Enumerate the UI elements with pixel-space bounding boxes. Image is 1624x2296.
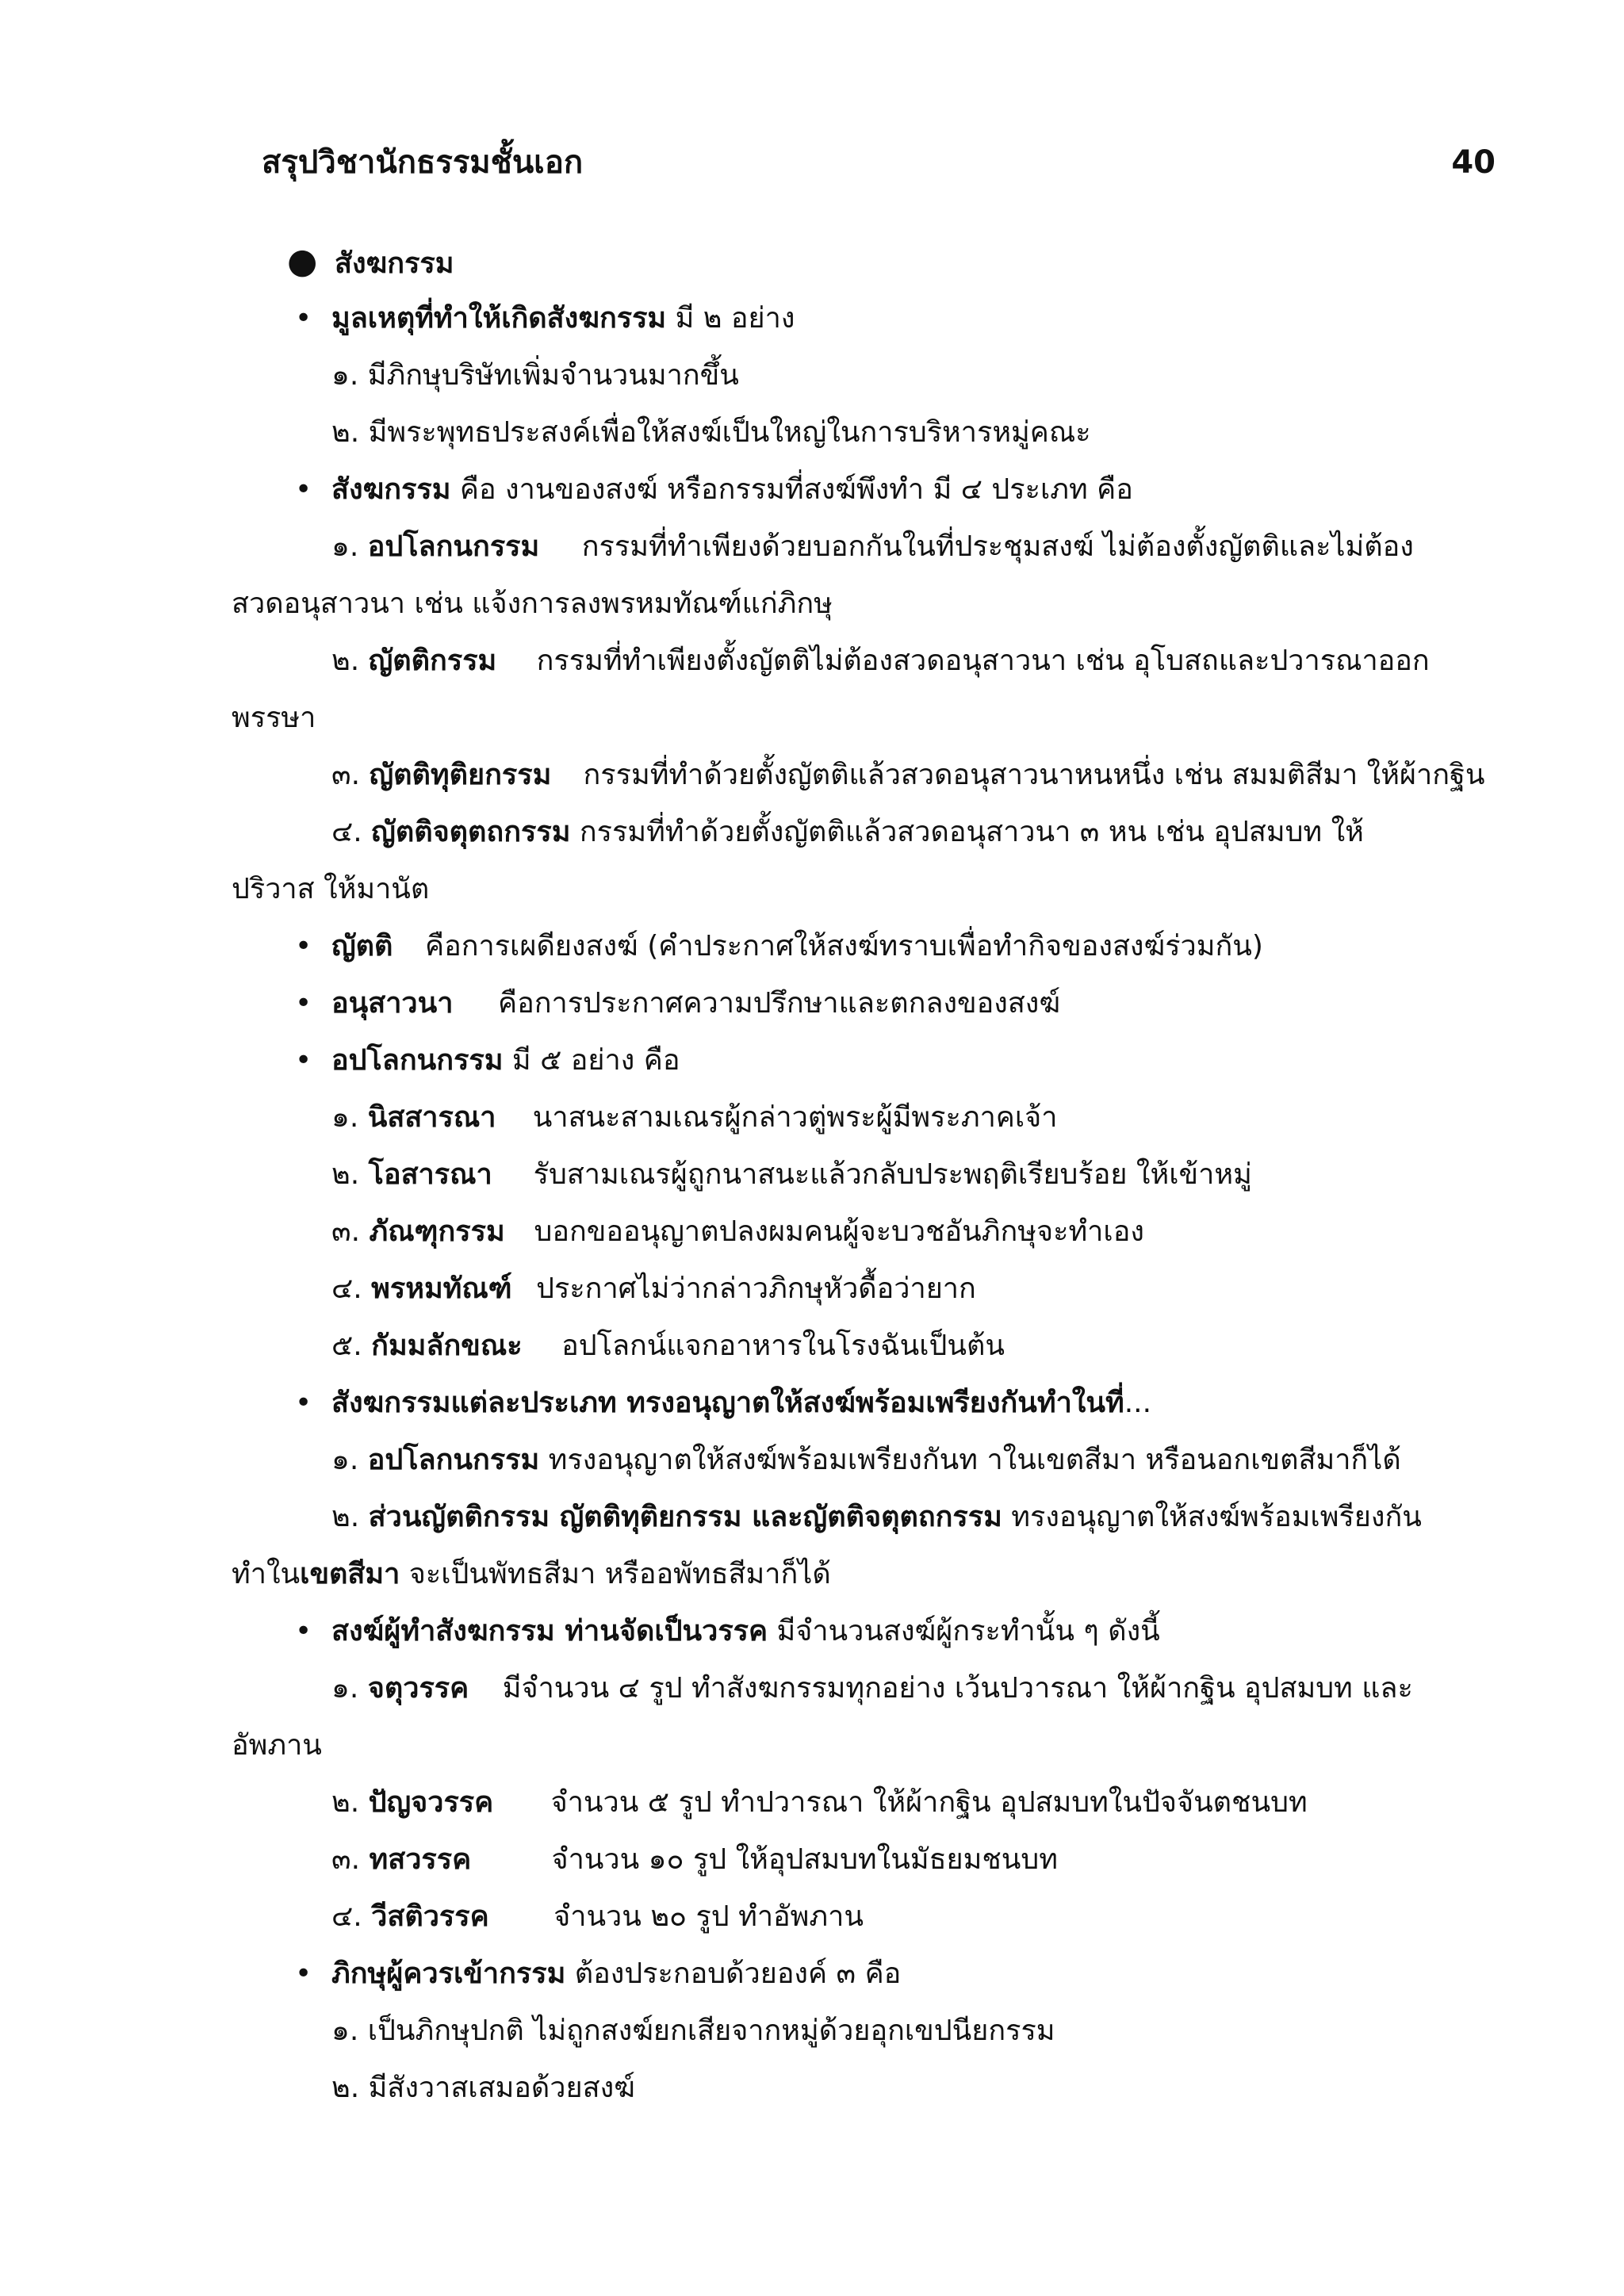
header-title: สรุปวิชานักธรรมชั้นเอก (262, 144, 584, 181)
bullet-line-sangkhakam-def: • สังฆกรรม คือ งานของสงฆ์ หรือกรรมที่สงฆ์พึงทำ มี ๔ ประเภท คือ (295, 466, 1133, 514)
list-item: ๑. นิสสารณา นาสนะสามเณรผู้กล่าวตู่พระผู้มีพระภาคเจ้า (331, 1101, 1058, 1134)
bullet-line-apalokana: • อปโลกนกรรม มี ๕ อย่าง คือ (295, 1037, 680, 1085)
bullet-icon: • (295, 1957, 312, 1990)
bullet-icon: • (295, 473, 312, 506)
list-item-continuation: ทำในเขตสีมา จะเป็นพัทธสีมา หรืออพัทธสีมาก็ได้ (232, 1558, 831, 1590)
list-item: ๔. พรหมทัณฑ์ ประกาศไม่ว่ากล่าวภิกษุหัวดื้อว่ายาก (331, 1272, 976, 1305)
bullet-icon: • (295, 302, 312, 335)
bullet-icon: ● (287, 241, 318, 281)
list-item-continuation: พรรษา (232, 702, 316, 734)
list-item: ๓. ภัณฑุกรรม บอกขออนุญาตปลงผมคนผู้จะบวชอันภิกษุจะทำเอง (331, 1215, 1144, 1248)
list-item: ๒. ปัญจวรรค จำนวน ๕ รูป ทำปวารณา ให้ผ้ากฐิน อุปสมบทในปัจจันตชนบท (331, 1786, 1308, 1819)
bullet-icon: • (295, 1387, 312, 1419)
list-item: ๑. เป็นภิกษุปกติ ไม่ถูกสงฆ์ยกเสียจากหมู่ด้วยอุกเขปนียกรรม (331, 2015, 1055, 2047)
list-item: ๑. อปโลกนกรรม ทรงอนุญาตให้สงฆ์พร้อมเพรียงกันท าในเขตสีมา หรือนอกเขตสีมาก็ได้ (331, 1444, 1401, 1476)
page-number: 40 (1451, 144, 1496, 181)
bullet-line-qualified-monk: • ภิกษุผู้ควรเข้ากรรม ต้องประกอบด้วยองค์ ๓ คือ (295, 1950, 901, 1998)
list-item: ๒. ส่วนญัตติกรรม ญัตติทุติยกรรม และญัตติจตุตถกรรม ทรงอนุญาตให้สงฆ์พร้อมเพรียงกัน (331, 1501, 1422, 1533)
list-item: ๒. ญัตติกรรม กรรมที่ทำเพียงตั้งญัตติไม่ต้องสวดอนุสาวนา เช่น อุโบสถและปวารณาออก (331, 645, 1430, 677)
list-item: ๕. กัมมลักขณะ อปโลกน์แจกอาหารในโรงฉันเป็นต้น (331, 1330, 1005, 1362)
bullet-line-venue: • สังฆกรรมแต่ละประเภท ทรงอนุญาตให้สงฆ์พร้อมเพรียงกันทำในที่... (295, 1380, 1151, 1427)
list-item: ๑. จตุวรรค มีจำนวน ๔ รูป ทำสังฆกรรมทุกอย่าง เว้นปวารณา ให้ผ้ากฐิน อุปสมบท และ (331, 1672, 1413, 1705)
list-item: ๓. ญัตติทุติยกรรม กรรมที่ทำด้วยตั้งญัตติแล้วสวดอนุสาวนาหนหนึ่ง เช่น สมมติสีมา ให้ผ้ากฐิน (331, 759, 1485, 791)
bullet-line-yatti: • ญัตติ คือการเผดียงสงฆ์ (คำประกาศให้สงฆ์ทราบเพื่อทำกิจของสงฆ์ร่วมกัน) (295, 923, 1263, 970)
bullet-line-root-causes: • มูลเหตุที่ทำให้เกิดสังฆกรรม มี ๒ อย่าง (295, 295, 795, 342)
section-heading-sangkhakam: ● สังฆกรรม (287, 238, 454, 288)
list-item: ๓. ทสวรรค จำนวน ๑๐ รูป ให้อุปสมบทในมัธยมชนบท (331, 1843, 1058, 1876)
bullet-line-anusavana: • อนุสาวนา คือการประกาศความปรึกษาและตกลงของสงฆ์ (295, 980, 1060, 1027)
list-item-continuation: สวดอนุสาวนา เช่น แจ้งการลงพรหมทัณฑ์แก่ภิกษุ (232, 587, 833, 620)
list-item: ๔. วีสติวรรค จำนวน ๒๐ รูป ทำอัพภาน (331, 1900, 864, 1933)
list-item: ๑. มีภิกษุบริษัทเพิ่มจำนวนมากขึ้น (331, 359, 739, 392)
bullet-icon: • (295, 930, 312, 962)
list-item: ๑. อปโลกนกรรม กรรมที่ทำเพียงด้วยบอกกันในที่ประชุมสงฆ์ ไม่ต้องตั้งญัตติและไม่ต้อง (331, 530, 1414, 563)
bullet-icon: • (295, 1615, 312, 1647)
list-item: ๒. มีพระพุทธประสงค์เพื่อให้สงฆ์เป็นใหญ่ในการบริหารหมู่คณะ (331, 416, 1091, 449)
bullet-icon: • (295, 1044, 312, 1077)
list-item: ๒. มีสังวาสเสมอด้วยสงฆ์ (331, 2072, 635, 2104)
list-item: ๒. โอสารณา รับสามเณรผู้ถูกนาสนะแล้วกลับประพฤติเรียบร้อย ให้เข้าหมู่ (331, 1158, 1252, 1191)
bullet-icon: • (295, 987, 312, 1020)
list-item: ๔. ญัตติจตุตถกรรม กรรมที่ทำด้วยตั้งญัตติแล้วสวดอนุสาวนา ๓ หน เช่น อุปสมบท ให้ (331, 816, 1364, 848)
bullet-line-vagga: • สงฆ์ผู้ทำสังฆกรรม ท่านจัดเป็นวรรค มีจำนวนสงฆ์ผู้กระทำนั้น ๆ ดังนี้ (295, 1608, 1160, 1655)
list-item-continuation: อัพภาน (232, 1729, 322, 1762)
list-item-continuation: ปริวาส ให้มานัต (232, 873, 430, 905)
